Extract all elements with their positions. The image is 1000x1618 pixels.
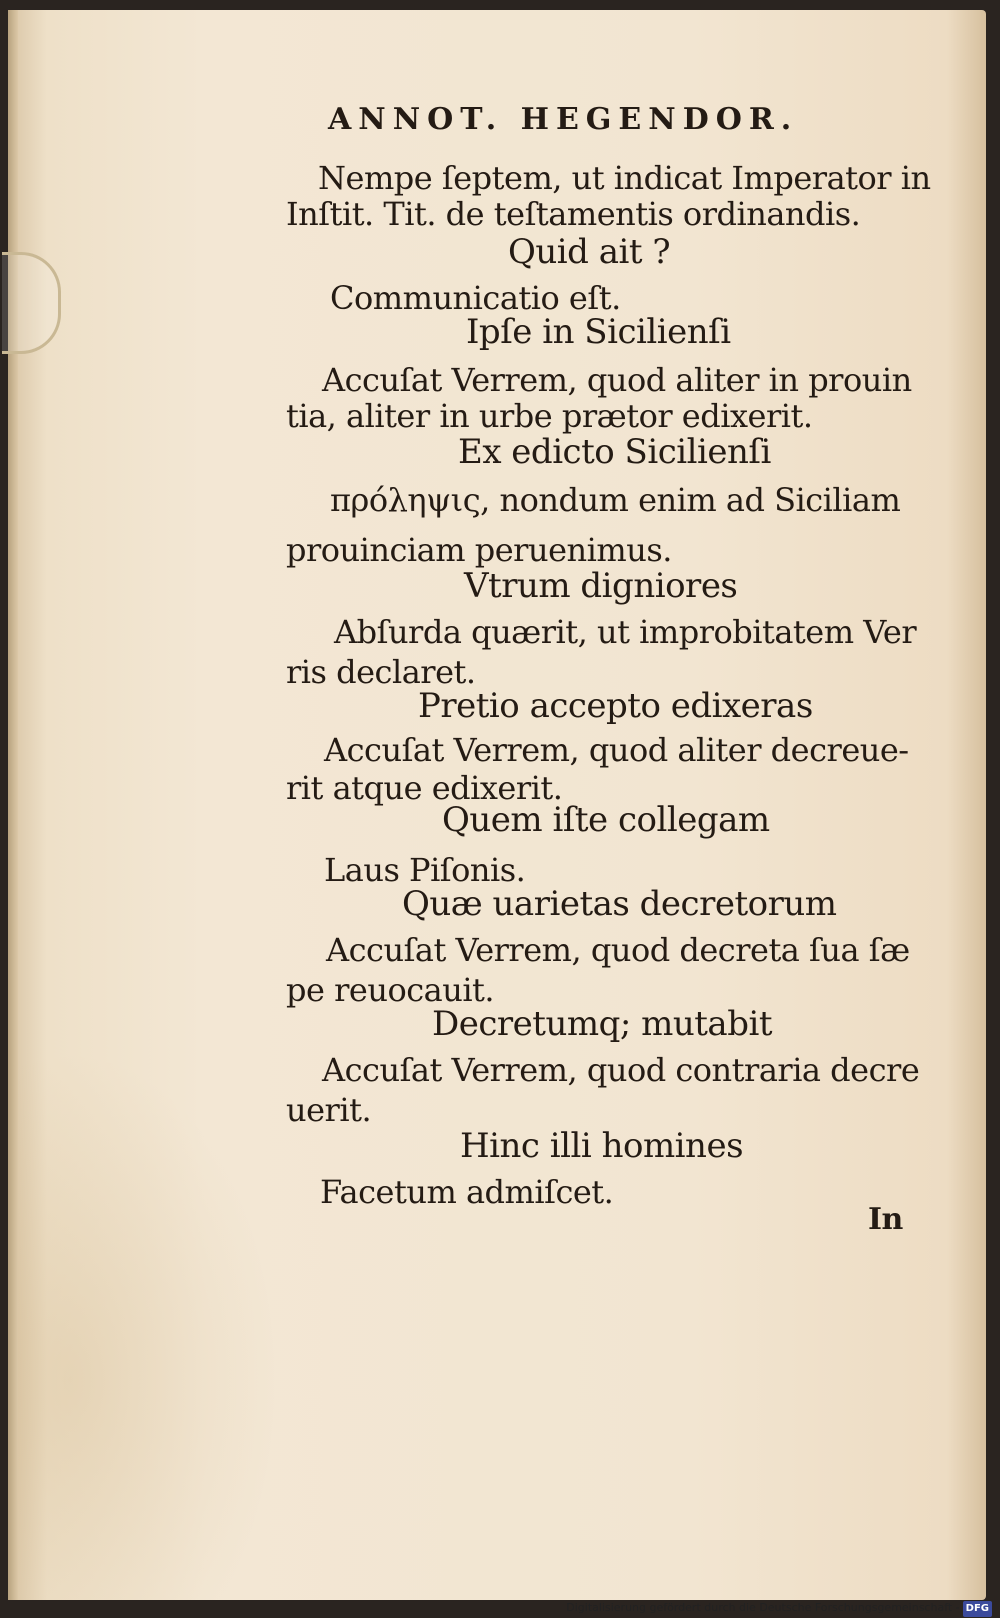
text-line: Inſtit. Tit. de teſtamentis ordinandis. (286, 195, 861, 233)
text-line: Accuſat Verrem, quod aliter in prouin (322, 361, 912, 399)
lemma-line: Ipſe in Sicilienſi (466, 312, 731, 352)
text-line: uerit. (286, 1091, 372, 1129)
running-header: ANNOT. HEGENDOR. (328, 102, 799, 137)
lemma-line: Pretio accepto edixeras (418, 686, 813, 726)
text-line: Accuſat Verrem, quod decreta ſua ſæ (326, 931, 910, 969)
digitization-credit (566, 1600, 992, 1616)
text-line: πρόληψις, nondum enim ad Siciliam (330, 481, 901, 519)
text-line: Accuſat Verrem, quod contraria decre (322, 1051, 920, 1089)
text-line: Accuſat Verrem, quod aliter decreue- (324, 731, 909, 769)
lemma-line: Quæ uarietas decretorum (402, 884, 837, 924)
text-line: Laus Piſonis. (324, 851, 526, 889)
text-line: prouinciam peruenimus. (286, 531, 672, 569)
lemma-line: Hinc illi homines (460, 1126, 744, 1166)
catchword: In (868, 1202, 903, 1237)
text-line: pe reuocauit. (286, 971, 495, 1009)
dfg-logo: DFG (963, 1601, 992, 1617)
text-line: Abſurda quærit, ut improbitatem Ver (334, 613, 917, 651)
text-line: Facetum admiſcet. (320, 1173, 614, 1211)
text-line: rit atque edixerit. (286, 769, 563, 807)
text-line: Nempe ſeptem, ut indicat Imperator in (318, 159, 931, 197)
credit-text: Digitalisierung gefördert durch die Deutsche Forschungsgemeinschaft - (566, 1601, 960, 1614)
lemma-line: Quid ait ? (508, 232, 671, 272)
text-line: ris declaret. (286, 653, 476, 691)
text-line: tia, aliter in urbe prætor edixerit. (286, 397, 813, 435)
text-line: Communicatio eſt. (330, 279, 621, 317)
lemma-line: Quem iſte collegam (442, 800, 770, 840)
lemma-line: Vtrum digniores (464, 566, 738, 606)
lemma-line: Ex edicto Sicilienſi (458, 432, 771, 472)
lemma-line: Decretumq; mutabit (432, 1004, 772, 1044)
